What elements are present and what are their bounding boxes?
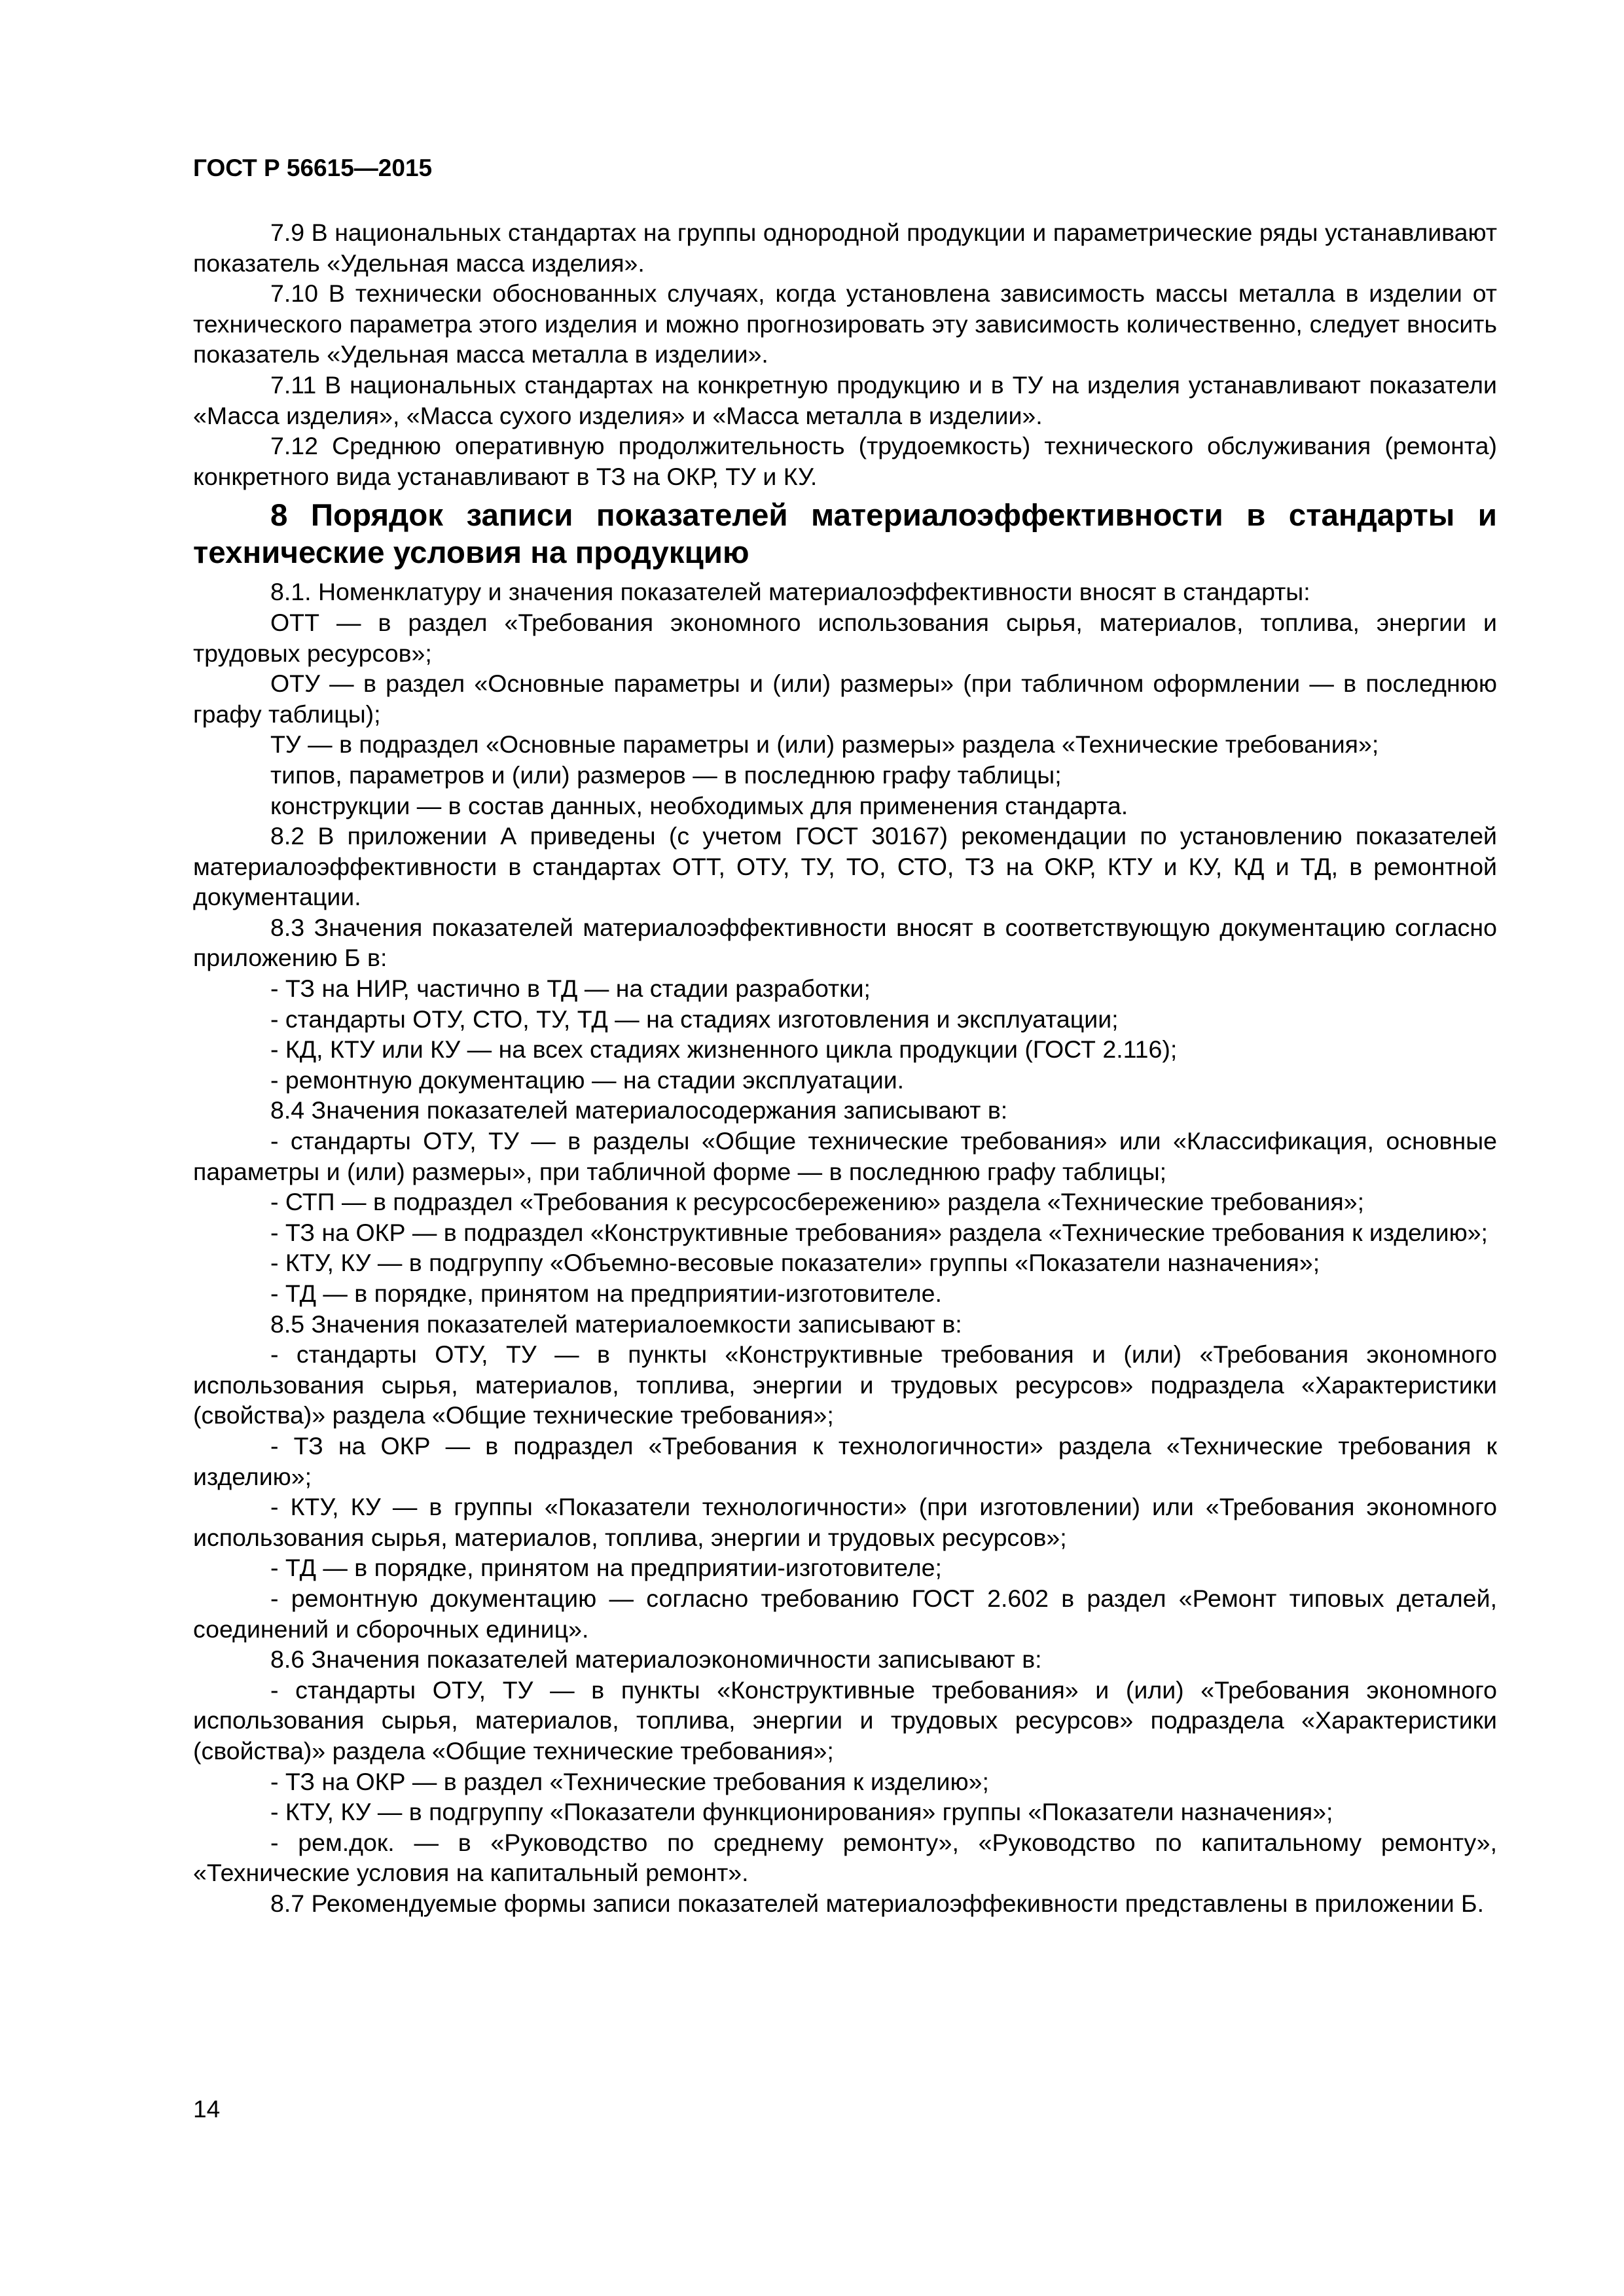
paragraph-8-1-ott: ОТТ — в раздел «Требования экономного использования сырья, материалов, топлива, энергии и трудовых ресурсов»;: [193, 608, 1497, 667]
list-item: - ТД — в порядке, принятом на предприятии-изготовителе.: [270, 1280, 942, 1307]
paragraph-8-2: 8.2 В приложении А приведены (с учетом ГОСТ 30167) рекомендации по установлению показателей материалоэффективности в стандартах ОТТ, ОТУ, ТУ, ТО, СТО, ТЗ на ОКР, КТУ и КУ, КД и ТД, в ремонтной документации.: [193, 822, 1497, 911]
paragraph-8-1-tu: ТУ — в подраздел «Основные параметры и (или) размеры» раздела «Технические требования»;: [270, 730, 1379, 759]
document-body: [193, 217, 1497, 1918]
list-item: - ТД — в порядке, принятом на предприятии-изготовителе;: [270, 1554, 942, 1582]
paragraph-8-1: 8.1. Номенклатуру и значения показателей материалоэффективности вносят в стандарты:: [270, 578, 1310, 606]
page-number: 14: [193, 2096, 221, 2123]
list-item: - ремонтную документацию — согласно требованию ГОСТ 2.602 в раздел «Ремонт типовых деталей, соединений и сборочных единиц».: [193, 1584, 1497, 1643]
list-item: - ТЗ на НИР, частично в ТД — на стадии разработки;: [270, 975, 871, 1003]
paragraph-8-7: 8.7 Рекомендуемые формы записи показателей материалоэффекивности представлены в приложении Б.: [270, 1889, 1485, 1917]
section-8-heading: 8 Порядок записи показателей материалоэффективности в стандарты и технические условия на продукцию: [193, 498, 1497, 571]
list-item: - КТУ, КУ — в подгруппу «Показатели функционирования» группы «Показатели назначения»;: [270, 1798, 1333, 1826]
list-item: - ремонтную документацию — на стадии эксплуатации.: [270, 1066, 905, 1094]
list-item: - рем.док. — в «Руководство по среднему ремонту», «Руководство по капитальному ремонту», «Технические условия на капитальный ремонт».: [193, 1828, 1497, 1887]
paragraph-8-1-construction: конструкции — в состав данных, необходимых для применения стандарта.: [270, 791, 1128, 819]
list-item: - СТП — в подраздел «Требования к ресурсосбережению» раздела «Технические требования»;: [270, 1188, 1364, 1216]
page-header: ГОСТ Р 56615—2015: [193, 154, 433, 181]
list-item: - стандарты ОТУ, ТУ — в пункты «Конструктивные требования и (или) «Требования экономного использования сырья, материалов, топлива, энергии и трудовых ресурсов» подраздела «Характеристики (свойства)» раздела «Общие технические требования»;: [193, 1340, 1497, 1429]
list-item: - КД, КТУ или КУ — на всех стадиях жизненного цикла продукции (ГОСТ 2.116);: [270, 1035, 1178, 1064]
paragraph-7-9: 7.9 В национальных стандартах на группы однородной продукции и параметрические ряды устанавливают показатель «Удельная масса изделия».: [193, 219, 1497, 277]
list-item: - ТЗ на ОКР — в подраздел «Конструктивные требования» раздела «Технические требования к изделию»;: [270, 1218, 1488, 1246]
list-item: - ТЗ на ОКР — в подраздел «Требования к технологичности» раздела «Технические требования к изделию»;: [193, 1431, 1497, 1490]
list-item: - стандарты ОТУ, ТУ — в разделы «Общие технические требования» или «Классификация, основные параметры и (или) размеры», при табличной форме — в последнюю графу таблицы;: [193, 1127, 1497, 1185]
paragraph-8-1-types: типов, параметров и (или) размеров — в последнюю графу таблицы;: [270, 761, 1062, 789]
list-item: - ТЗ на ОКР — в раздел «Технические требования к изделию»;: [270, 1767, 989, 1795]
paragraph-7-11: 7.11 В национальных стандартах на конкретную продукцию и в ТУ на изделия устанавливают показатели «Масса изделия», «Масса сухого изделия» и «Масса металла в изделии».: [193, 370, 1497, 429]
list-item: - КТУ, КУ — в группы «Показатели технологичности» (при изготовлении) или «Требования экономного использования сырья, материалов, топлива, энергии и трудовых ресурсов»;: [193, 1493, 1497, 1551]
list-item: - КТУ, КУ — в подгруппу «Объемно-весовые показатели» группы «Показатели назначения»;: [270, 1249, 1320, 1277]
paragraph-8-6: 8.6 Значения показателей материалоэкономичности записывают в:: [270, 1645, 1042, 1674]
paragraph-8-3: 8.3 Значения показателей материалоэффективности вносят в соответствующую документацию согласно приложению Б в:: [193, 913, 1497, 972]
paragraph-8-5: 8.5 Значения показателей материалоемкости записывают в:: [270, 1310, 962, 1338]
list-item: - стандарты ОТУ, ТУ — в пункты «Конструктивные требования» и (или) «Требования экономного использования сырья, материалов, топлива, энергии и трудовых ресурсов» подраздела «Характеристики (свойства)» раздела «Общие технические требования»;: [193, 1676, 1497, 1765]
paragraph-7-12: 7.12 Среднюю оперативную продолжительность (трудоемкость) технического обслуживания (ремонта) конкретного вида устанавливают в ТЗ на ОКР, ТУ и КУ.: [193, 432, 1497, 490]
list-item: - стандарты ОТУ, СТО, ТУ, ТД — на стадиях изготовления и эксплуатации;: [270, 1005, 1119, 1033]
paragraph-8-1-otu: ОТУ — в раздел «Основные параметры и (или) размеры» (при табличном оформлении — в последнюю графу таблицы);: [193, 670, 1497, 728]
paragraph-8-4: 8.4 Значения показателей материалосодержания записывают в:: [270, 1096, 1008, 1124]
paragraph-7-10: 7.10 В технически обоснованных случаях, когда установлена зависимость массы металла в изделии от технического параметра этого изделия и можно прогнозировать эту зависимость количественно, следует вносить показатель «Удельная масса металла в изделии».: [193, 279, 1497, 368]
